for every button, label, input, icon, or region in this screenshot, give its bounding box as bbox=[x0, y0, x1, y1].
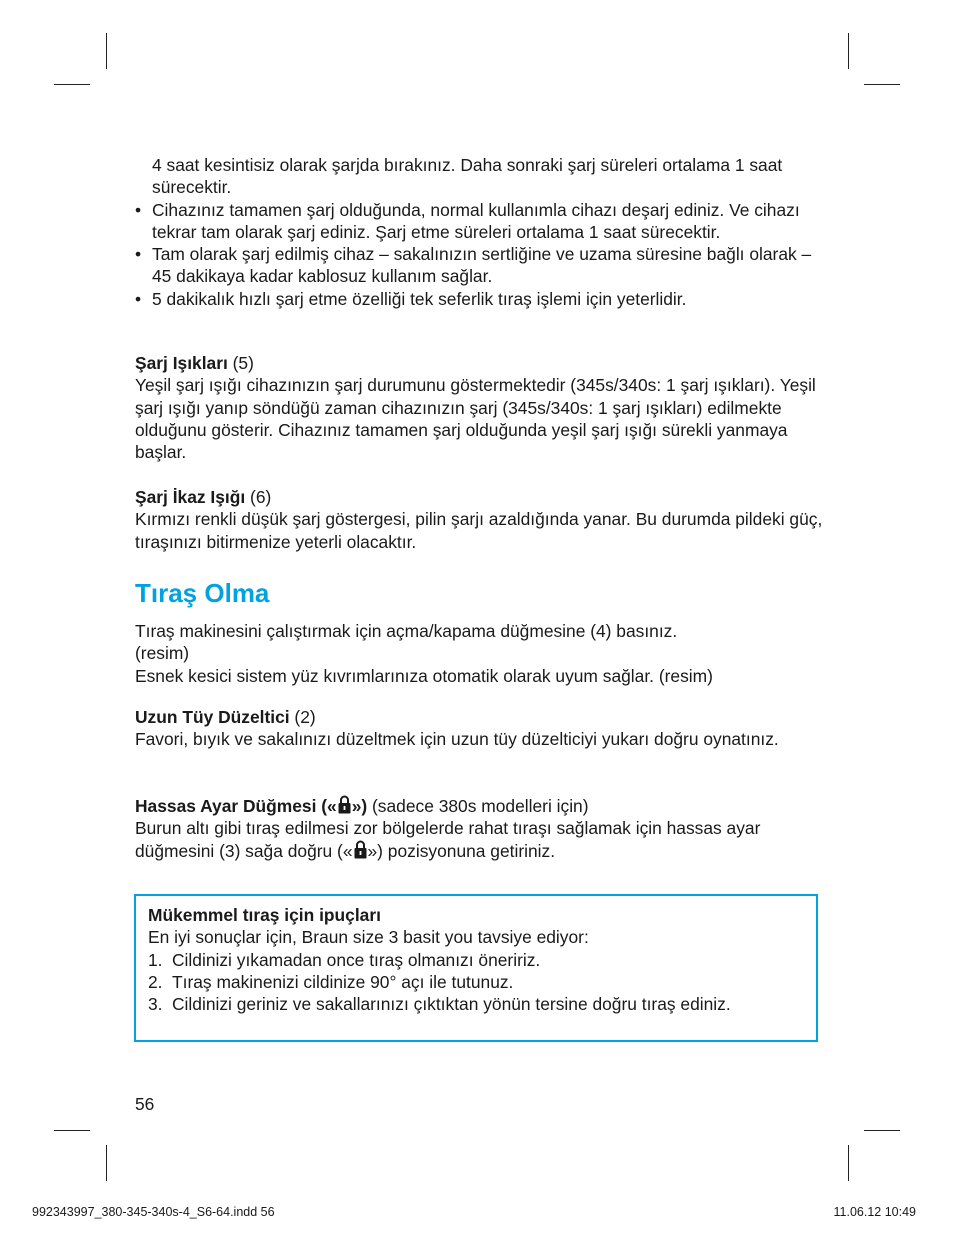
precision-body-end: ») pozisyonuna getiriniz. bbox=[367, 840, 556, 861]
warning-light-body: Kırmızı renkli düşük şarj göstergesi, pilin şarjı azaldığında yanar. Bu durumda pildeki güç, tıraşınızı bitirmenize yeterli olacaktır. bbox=[135, 509, 823, 552]
list-item-text: Cildinizi geriniz ve sakallarınızı çıktıktan yönün tersine doğru tıraş ediniz. bbox=[172, 994, 731, 1015]
list-item-text: Tıraş makinenizi cildinize 90° açı ile tutunuz. bbox=[172, 971, 514, 992]
charging-bullet-list bbox=[135, 154, 825, 310]
trimmer-body: Favori, bıyık ve sakalınızı düzeltmek için uzun tüy düzelticiyi yukarı doğru oynatınız. bbox=[135, 729, 779, 750]
list-item-text: Cihazınız tamamen şarj olduğunda, normal kullanımla cihazı deşarj ediniz. Ve cihazı tekrar tam olarak şarj ediniz. Şarj etme süreleri ortalama 1 saat sürecektir. bbox=[152, 199, 800, 242]
list-item bbox=[148, 949, 808, 971]
list-item-text: Cildinizi yıkamadan once tıraş olmanızı öneririz. bbox=[172, 949, 541, 970]
list-item bbox=[135, 243, 825, 288]
bullet-marker: • bbox=[135, 199, 142, 220]
list-number: 1. bbox=[148, 949, 163, 970]
list-number: 3. bbox=[148, 994, 163, 1015]
precision-heading bbox=[135, 796, 367, 816]
trimmer-section bbox=[135, 706, 825, 751]
precision-heading-end: ») bbox=[351, 796, 368, 816]
tips-box bbox=[134, 894, 818, 1042]
list-item-text: 4 saat kesintisiz olarak şarjda bırakınız. Daha sonraki şarj süreleri ortalama 1 saat sürecektir. bbox=[152, 155, 783, 198]
warning-light-section bbox=[135, 486, 825, 553]
precision-section bbox=[135, 795, 825, 862]
crop-mark bbox=[54, 84, 90, 85]
warning-light-ref: (6) bbox=[245, 487, 272, 507]
tips-intro: En iyi sonuçlar için, Braun size 3 basit you tavsiye ediyor: bbox=[148, 927, 589, 948]
page-number: 56 bbox=[135, 1094, 155, 1114]
crop-mark bbox=[864, 84, 900, 85]
list-item-text: Tam olarak şarj edilmiş cihaz – sakalınızın sertliğine ve uzama süresine bağlı olarak – 45 dakikaya kadar kablosuz kullanım sağlar. bbox=[152, 244, 812, 287]
lock-icon bbox=[338, 795, 351, 814]
crop-mark bbox=[864, 1130, 900, 1131]
shaving-paragraph bbox=[135, 620, 825, 687]
crop-mark bbox=[848, 33, 849, 69]
tips-heading: Mükemmel tıraş için ipuçları bbox=[148, 905, 381, 925]
crop-mark bbox=[106, 1145, 107, 1181]
crop-mark bbox=[106, 33, 107, 69]
list-item bbox=[135, 154, 825, 199]
trimmer-heading: Uzun Tüy Düzeltici bbox=[135, 707, 290, 727]
list-number: 2. bbox=[148, 971, 163, 992]
list-item-text: 5 dakikalık hızlı şarj etme özelliği tek seferlik tıraş işlemi için yeterlidir. bbox=[152, 288, 687, 309]
charge-lights-section bbox=[135, 352, 825, 463]
charge-lights-heading: Şarj Işıkları bbox=[135, 353, 228, 373]
bullet-marker: • bbox=[135, 244, 142, 265]
footer-timestamp: 11.06.12 10:49 bbox=[833, 1205, 916, 1219]
precision-note: (sadece 380s modelleri için) bbox=[367, 796, 589, 816]
bullet-marker: • bbox=[135, 288, 142, 309]
trimmer-ref: (2) bbox=[289, 707, 316, 727]
list-item bbox=[148, 971, 808, 993]
crop-mark bbox=[54, 1130, 90, 1131]
shaving-line: Esnek kesici sistem yüz kıvrımlarınıza otomatik olarak uyum sağlar. (resim) bbox=[135, 665, 713, 686]
list-item bbox=[135, 288, 825, 310]
lock-icon bbox=[354, 840, 367, 859]
list-item bbox=[148, 993, 808, 1015]
charge-lights-ref: (5) bbox=[227, 353, 254, 373]
charge-lights-body: Yeşil şarj ışığı cihazınızın şarj durumunu göstermektedir (345s/340s: 1 şarj ışıkları). Yeşil şarj ışığı yanıp söndüğü zaman cihazınızın şarj (345s/340s: 1 şarj ışıkları) edilmekte olduğunu gösterir. Cihazınız tamamen şarj olduğunda yeşil şarj ışığı sürekli yanmaya başlar. bbox=[135, 375, 816, 463]
tips-content bbox=[148, 904, 808, 1015]
warning-light-heading: Şarj İkaz Işığı bbox=[135, 487, 246, 507]
footer-file-info: 992343997_380-345-340s-4_S6-64.indd 56 bbox=[32, 1205, 275, 1219]
crop-mark bbox=[848, 1145, 849, 1181]
precision-heading-start: Hassas Ayar Düğmesi (« bbox=[135, 796, 337, 816]
shaving-line: (resim) bbox=[135, 643, 190, 664]
list-item bbox=[135, 199, 825, 244]
shaving-line: Tıraş makinesini çalıştırmak için açma/kapama düğmesine (4) basınız. bbox=[135, 621, 678, 641]
precision-body-start: Burun altı gibi tıraş edilmesi zor bölgelerde rahat tıraşı sağlamak için hassas ayar düğmesini (3) sağa doğru (« bbox=[135, 818, 761, 861]
section-title: Tıraş Olma bbox=[135, 578, 270, 608]
